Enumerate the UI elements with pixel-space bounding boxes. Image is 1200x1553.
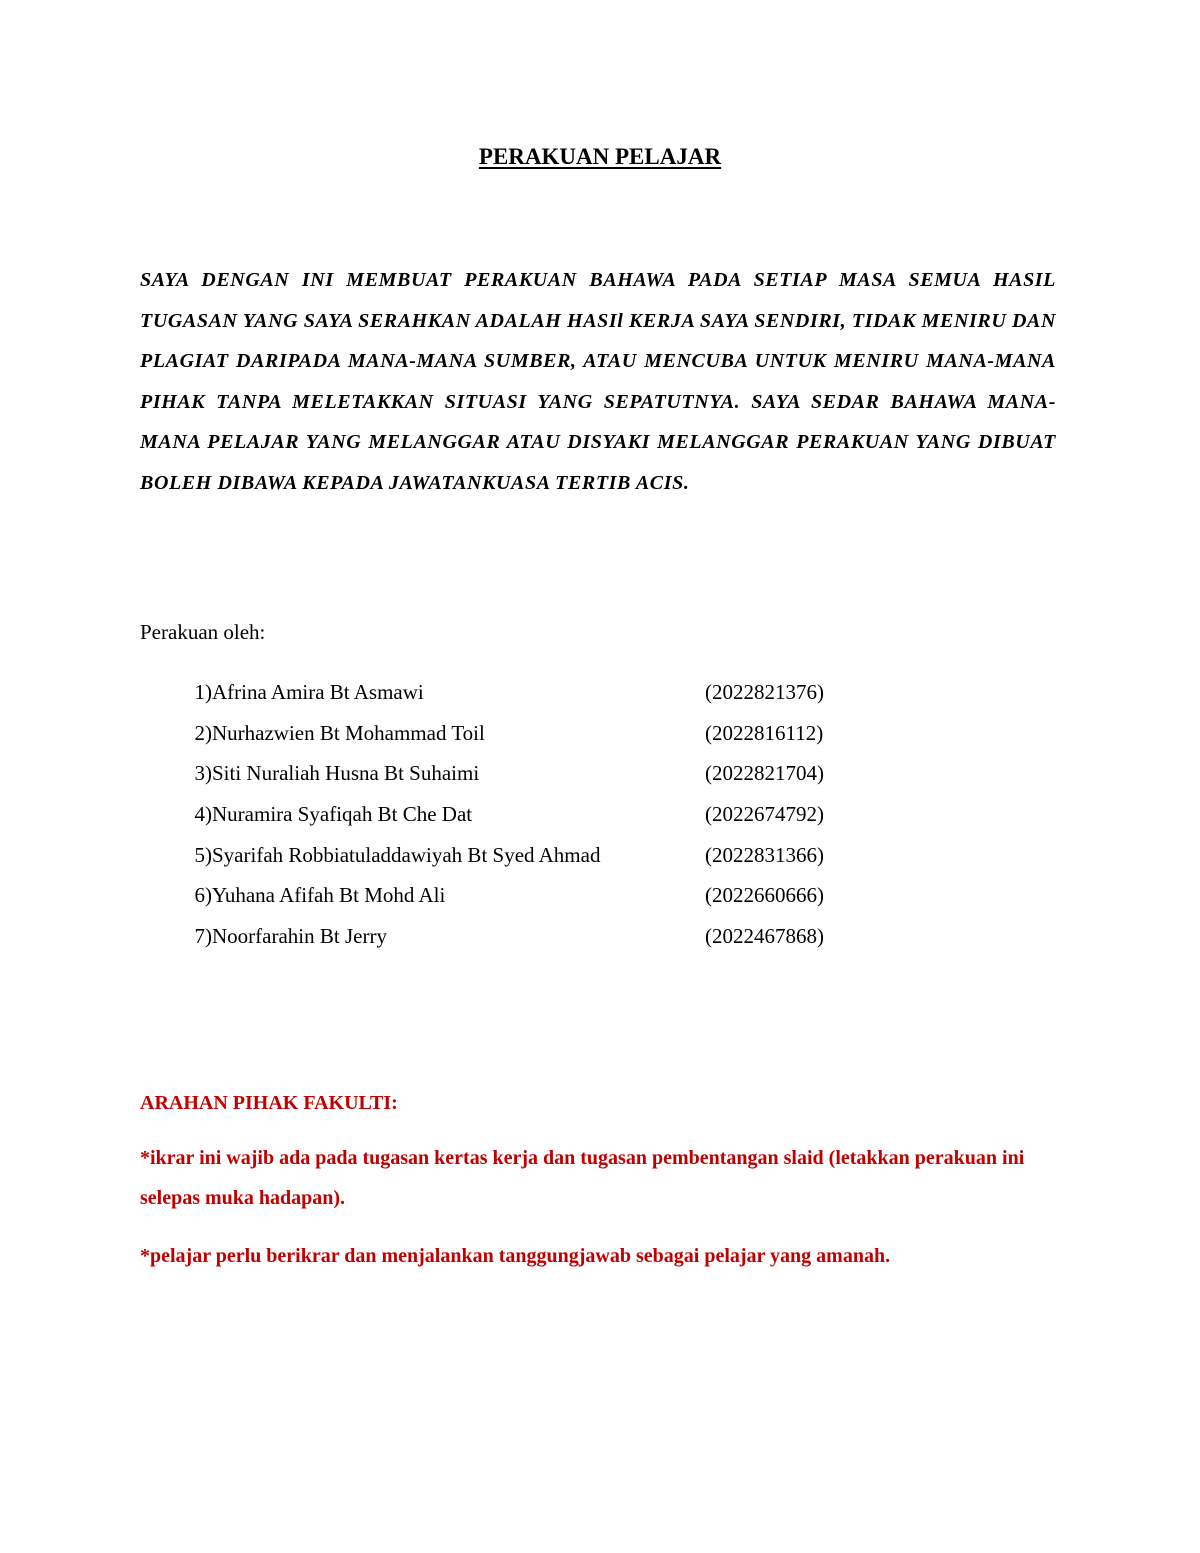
signer-row bbox=[140, 835, 900, 876]
signer-name: Noorfarahin Bt Jerry bbox=[212, 923, 387, 948]
declared-by-label: Perakuan oleh: bbox=[140, 620, 266, 644]
faculty-instructions-heading: ARAHAN PIHAK FAKULTI: bbox=[140, 1092, 398, 1114]
signer-number: 5) bbox=[194, 842, 212, 867]
signer-name: Nuramira Syafiqah Bt Che Dat bbox=[212, 801, 473, 826]
signer-student-id: (2022831366) bbox=[705, 842, 824, 867]
signer-student-id: (2022467868) bbox=[705, 923, 824, 948]
signer-student-id: (2022816112) bbox=[705, 720, 824, 745]
signer-list bbox=[140, 672, 900, 957]
signer-number: 1) bbox=[194, 679, 212, 704]
signer-row bbox=[140, 916, 900, 957]
signer-number: 6) bbox=[194, 883, 212, 908]
faculty-note: *pelajar perlu berikrar dan menjalankan tanggungjawab sebagai pelajar yang amanah. bbox=[140, 1245, 891, 1267]
signer-number: 3) bbox=[194, 761, 212, 786]
signer-student-id: (2022821376) bbox=[705, 679, 824, 704]
signer-row bbox=[140, 753, 900, 794]
signer-number: 7) bbox=[194, 923, 212, 948]
document-title: PERAKUAN PELAJAR bbox=[478, 144, 722, 169]
signer-row bbox=[140, 794, 900, 835]
faculty-note: *ikrar ini wajib ada pada tugasan kertas kerja dan tugasan pembentangan slaid (letakkan perakuan ini selepas muka hadapan). bbox=[140, 1147, 1025, 1209]
signer-name: Nurhazwien Bt Mohammad Toil bbox=[212, 720, 485, 745]
signer-row bbox=[140, 875, 900, 916]
signer-student-id: (2022660666) bbox=[705, 883, 824, 908]
signer-number: 2) bbox=[194, 720, 212, 745]
signer-student-id: (2022674792) bbox=[705, 801, 824, 826]
signer-name: Syarifah Robbiatuladdawiyah Bt Syed Ahmad bbox=[212, 842, 601, 867]
signer-student-id: (2022821704) bbox=[705, 761, 824, 786]
signer-number: 4) bbox=[194, 801, 212, 826]
signer-name: Afrina Amira Bt Asmawi bbox=[212, 679, 424, 704]
declaration-paragraph: SAYA DENGAN INI MEMBUAT PERAKUAN BAHAWA PADA SETIAP MASA SEMUA HASIL TUGASAN YANG SAYA SERAHKAN ADALAH HASIl KERJA SAYA SENDIRI, TIDAK MENIRU DAN PLAGIAT DARIPADA MANA-MANA SUMBER, ATAU MENCUBA UNTUK MENIRU MANA-MANA PIHAK TANPA MELETAKKAN SITUASI YANG SEPATUTNYA. SAYA SEDAR BAHAWA MANA-MANA PELAJAR YANG MELANGGAR ATAU DISYAKI MELANGGAR PERAKUAN YANG DIBUAT BOLEH DIBAWA KEPADA JAWATANKUASA TERTIB ACIS. bbox=[140, 269, 1056, 494]
signer-name: Yuhana Afifah Bt Mohd Ali bbox=[212, 883, 446, 908]
signer-name: Siti Nuraliah Husna Bt Suhaimi bbox=[212, 761, 480, 786]
signer-row bbox=[140, 713, 900, 754]
signer-row bbox=[140, 672, 900, 713]
